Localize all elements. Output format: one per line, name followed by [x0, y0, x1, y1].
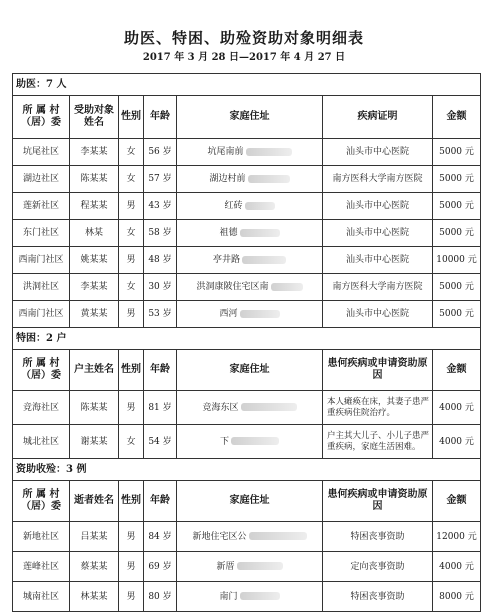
table-row — [13, 425, 481, 459]
address-text: 坑尾南前 — [207, 147, 244, 157]
table-cell — [177, 522, 323, 552]
cell-text: 80 岁 — [148, 591, 172, 602]
table-cell — [144, 301, 177, 328]
redacted-address-blur — [231, 437, 279, 445]
table-cell — [13, 166, 70, 193]
cell-text: 陈某某 — [80, 402, 108, 413]
redacted-address-blur — [240, 592, 280, 600]
cell-text: 南方医科大学南方医院 — [332, 174, 423, 184]
table-cell — [119, 274, 144, 301]
table-cell — [119, 139, 144, 166]
reason-text: 本人瘫痪在床，其妻子患严重疾病住院治疗。 — [327, 396, 430, 418]
cell-text: 新地社区 — [22, 531, 59, 542]
redacted-address-blur — [237, 562, 283, 570]
table-cell — [13, 425, 70, 459]
table-cell — [144, 220, 177, 247]
table-cell — [144, 552, 177, 582]
cell-text: 特困丧事资助 — [350, 591, 405, 602]
table-cell — [119, 522, 144, 552]
table-cell — [144, 193, 177, 220]
table-cell — [177, 139, 323, 166]
cell-text: 5000 元 — [439, 201, 474, 211]
cell-text: 南方医科大学南方医院 — [332, 282, 423, 292]
cell-text: 男 — [126, 561, 136, 572]
column-header: 疾病证明 — [323, 96, 433, 139]
cell-text: 黄某某 — [80, 309, 108, 319]
column-header: 性别 — [119, 350, 144, 391]
column-header: 金额 — [433, 481, 481, 522]
redacted-address-blur — [246, 148, 292, 156]
cell-text: 男 — [126, 402, 136, 413]
cell-text: 54 岁 — [148, 436, 172, 447]
cell-text: 姚某某 — [80, 255, 108, 265]
cell-text: 12000 元 — [436, 531, 477, 542]
cell-text: 林某 — [84, 228, 103, 238]
table-cell — [177, 166, 323, 193]
table-cell — [13, 139, 70, 166]
section-row-medical — [13, 74, 481, 96]
table-row — [13, 166, 481, 193]
column-header: 受助对象姓名 — [70, 96, 119, 139]
cell-text: 84 岁 — [148, 531, 172, 542]
cell-text: 69 岁 — [148, 561, 172, 572]
cell-text: 女 — [126, 436, 136, 447]
table-cell — [119, 247, 144, 274]
table-cell — [433, 582, 481, 612]
cell-text: 陈某某 — [80, 174, 108, 184]
cell-text: 谢某某 — [80, 436, 108, 447]
redacted-address-blur — [271, 283, 303, 291]
cell-text: 81 岁 — [148, 402, 172, 413]
table-cell — [144, 139, 177, 166]
table-cell — [13, 391, 70, 425]
cell-text: 汕头市中心医院 — [345, 309, 409, 319]
section-row-poverty — [13, 328, 481, 350]
table-cell — [323, 274, 433, 301]
redacted-address-blur — [245, 202, 275, 210]
column-header: 家庭住址 — [177, 350, 323, 391]
address-text: 亭井路 — [212, 255, 240, 265]
date-range: 2017 年 3 月 28 日—2017 年 4 月 27 日 — [142, 52, 346, 63]
table-cell — [70, 274, 119, 301]
table-cell — [433, 425, 481, 459]
table-cell — [433, 552, 481, 582]
redacted-address-blur — [242, 256, 286, 264]
redacted-address-blur — [240, 310, 280, 318]
table-cell — [177, 274, 323, 301]
address-text: 南门 — [219, 591, 238, 602]
table-cell — [433, 301, 481, 328]
cell-text: 莲峰社区 — [22, 561, 59, 572]
cell-text: 男 — [126, 531, 136, 542]
column-header: 金额 — [433, 96, 481, 139]
cell-text: 特困丧事资助 — [350, 531, 405, 542]
column-header: 性别 — [119, 96, 144, 139]
column-header: 家庭住址 — [177, 96, 323, 139]
table-cell — [119, 391, 144, 425]
cell-text: 男 — [126, 255, 136, 265]
section-row-funeral — [13, 459, 481, 481]
cell-text: 男 — [126, 201, 136, 211]
table-cell — [433, 391, 481, 425]
header-row-poverty — [13, 350, 481, 391]
redacted-address-blur — [248, 175, 290, 183]
cell-text: 56 岁 — [148, 147, 172, 157]
column-header: 患何疾病或申请资助原因 — [323, 481, 433, 522]
table-cell — [177, 247, 323, 274]
table-row — [13, 220, 481, 247]
table-cell — [144, 247, 177, 274]
cell-text: 男 — [126, 309, 136, 319]
cell-text: 竞海社区 — [22, 402, 59, 413]
cell-text: 西南门社区 — [18, 309, 64, 319]
cell-text: 莲新社区 — [22, 201, 59, 211]
table-row — [13, 139, 481, 166]
aid-table-body — [13, 74, 481, 612]
table-cell — [13, 247, 70, 274]
table-cell — [433, 220, 481, 247]
table-cell — [119, 193, 144, 220]
table-cell — [13, 552, 70, 582]
table-cell — [177, 552, 323, 582]
table-cell — [323, 552, 433, 582]
table-cell — [119, 301, 144, 328]
cell-text: 男 — [126, 591, 136, 602]
table-cell — [13, 582, 70, 612]
table-cell — [144, 582, 177, 612]
address-text: 新地住宅区公 — [192, 531, 247, 542]
column-header: 逝者姓名 — [70, 481, 119, 522]
column-header: 所 属 村（居）委 — [13, 350, 70, 391]
table-row — [13, 522, 481, 552]
table-cell — [433, 193, 481, 220]
column-header: 所 属 村（居）委 — [13, 481, 70, 522]
table-row — [13, 552, 481, 582]
redacted-address-blur — [241, 403, 297, 411]
table-cell — [70, 166, 119, 193]
cell-text: 53 岁 — [148, 309, 172, 319]
table-cell — [119, 166, 144, 193]
cell-text: 女 — [126, 228, 136, 238]
table-cell — [13, 193, 70, 220]
table-cell — [323, 166, 433, 193]
address-text: 祖德 — [219, 228, 238, 238]
table-cell — [70, 391, 119, 425]
reason-text: 户主其大儿子、小儿子患严重疾病，家庭生活困难。 — [327, 430, 430, 452]
address-text: 西河 — [219, 309, 238, 319]
address-text: 洪洞康陂住宅区南 — [196, 282, 269, 292]
table-cell — [13, 522, 70, 552]
table-row — [13, 582, 481, 612]
cell-text: 汕头市中心医院 — [345, 201, 409, 211]
cell-text: 女 — [126, 147, 136, 157]
page-title: 助医、特困、助殓资助对象明细表 — [123, 29, 364, 47]
table-cell — [144, 274, 177, 301]
cell-text: 30 岁 — [148, 282, 172, 292]
table-row — [13, 391, 481, 425]
table-cell — [433, 247, 481, 274]
cell-text: 汕头市中心医院 — [345, 147, 409, 157]
column-header: 所 属 村（居）委 — [13, 96, 70, 139]
cell-text: 5000 元 — [439, 282, 474, 292]
cell-text: 定向丧事资助 — [350, 561, 405, 572]
table-cell — [70, 301, 119, 328]
section-title-medical: 助医：7 人 — [13, 74, 481, 96]
section-title-funeral: 资助收殓：3 例 — [13, 459, 481, 481]
table-cell — [433, 139, 481, 166]
table-cell — [177, 220, 323, 247]
address-text: 湖边村前 — [209, 174, 246, 184]
table-row — [13, 274, 481, 301]
table-row — [13, 301, 481, 328]
cell-text: 东门社区 — [22, 228, 59, 238]
table-cell — [70, 552, 119, 582]
column-header: 年龄 — [144, 350, 177, 391]
cell-text: 58 岁 — [148, 228, 172, 238]
table-cell — [323, 301, 433, 328]
table-cell — [119, 425, 144, 459]
cell-text: 4000 元 — [439, 436, 474, 447]
header-row-medical — [13, 96, 481, 139]
table-cell — [323, 522, 433, 552]
table-row — [13, 193, 481, 220]
cell-text: 43 岁 — [148, 201, 172, 211]
cell-text: 蔡某某 — [80, 561, 108, 572]
cell-text: 57 岁 — [148, 174, 172, 184]
redacted-address-blur — [240, 229, 280, 237]
table-cell — [433, 522, 481, 552]
table-cell — [177, 301, 323, 328]
column-header: 性别 — [119, 481, 144, 522]
table-cell — [323, 391, 433, 425]
cell-text: 48 岁 — [148, 255, 172, 265]
cell-text: 10000 元 — [436, 255, 477, 265]
header-row-funeral — [13, 481, 481, 522]
cell-text: 李某某 — [80, 282, 108, 292]
table-cell — [433, 274, 481, 301]
cell-text: 4000 元 — [439, 402, 474, 413]
table-cell — [119, 220, 144, 247]
table-cell — [144, 166, 177, 193]
table-cell — [323, 582, 433, 612]
table-cell — [70, 193, 119, 220]
cell-text: 吕某某 — [80, 531, 108, 542]
cell-text: 林某某 — [80, 591, 108, 602]
cell-text: 汕头市中心医院 — [345, 255, 409, 265]
table-cell — [70, 247, 119, 274]
address-text: 下 — [219, 436, 229, 447]
table-cell — [13, 274, 70, 301]
table-cell — [70, 220, 119, 247]
column-header: 家庭住址 — [177, 481, 323, 522]
column-header: 金额 — [433, 350, 481, 391]
table-cell — [177, 582, 323, 612]
cell-text: 洪洞社区 — [22, 282, 59, 292]
cell-text: 西南门社区 — [18, 255, 64, 265]
table-cell — [177, 391, 323, 425]
table-cell — [177, 425, 323, 459]
cell-text: 8000 元 — [439, 591, 474, 602]
table-cell — [13, 220, 70, 247]
table-cell — [144, 522, 177, 552]
column-header: 年龄 — [144, 96, 177, 139]
table-cell — [70, 522, 119, 552]
aid-table — [12, 73, 481, 612]
table-cell — [70, 139, 119, 166]
cell-text: 城南社区 — [22, 591, 59, 602]
cell-text: 5000 元 — [439, 174, 474, 184]
table-cell — [144, 391, 177, 425]
table-cell — [144, 425, 177, 459]
table-cell — [323, 139, 433, 166]
cell-text: 李某某 — [80, 147, 108, 157]
table-cell — [433, 166, 481, 193]
cell-text: 汕头市中心医院 — [345, 228, 409, 238]
table-cell — [70, 582, 119, 612]
cell-text: 女 — [126, 282, 136, 292]
table-cell — [323, 193, 433, 220]
address-text: 新厝 — [216, 561, 235, 572]
column-header: 户主姓名 — [70, 350, 119, 391]
table-cell — [323, 247, 433, 274]
cell-text: 城北社区 — [22, 436, 59, 447]
address-text: 红砖 — [224, 201, 243, 211]
table-cell — [323, 425, 433, 459]
cell-text: 5000 元 — [439, 147, 474, 157]
cell-text: 5000 元 — [439, 309, 474, 319]
cell-text: 坑尾社区 — [22, 147, 59, 157]
table-cell — [119, 582, 144, 612]
table-cell — [323, 220, 433, 247]
table-cell — [177, 193, 323, 220]
cell-text: 女 — [126, 174, 136, 184]
redacted-address-blur — [249, 532, 307, 540]
section-title-poverty: 特困：2 户 — [13, 328, 481, 350]
address-text: 竞海东区 — [202, 402, 239, 413]
column-header: 年龄 — [144, 481, 177, 522]
cell-text: 湖边社区 — [22, 174, 59, 184]
table-row — [13, 247, 481, 274]
table-cell — [119, 552, 144, 582]
cell-text: 4000 元 — [439, 561, 474, 572]
table-cell — [70, 425, 119, 459]
cell-text: 程某某 — [80, 201, 108, 211]
column-header: 患何疾病或申请资助原因 — [323, 350, 433, 391]
table-cell — [13, 301, 70, 328]
cell-text: 5000 元 — [439, 228, 474, 238]
